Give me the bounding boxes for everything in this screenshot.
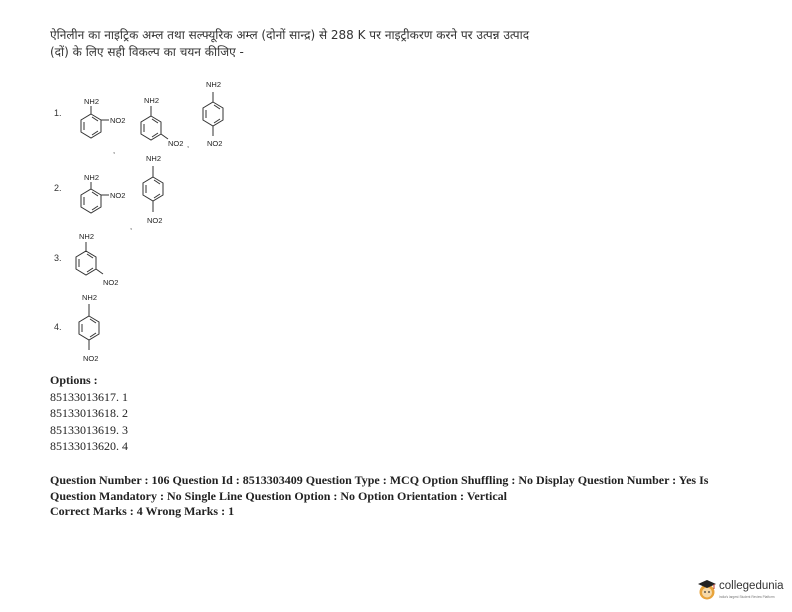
nitro-label: NO2 — [207, 139, 223, 148]
logo-tagline: India's largest Student Review Platform — [719, 595, 775, 599]
option-id-2: 85133013618. 2 — [50, 406, 128, 420]
nitro-label: NO2 — [168, 139, 184, 148]
amino-label: NH2 — [146, 154, 162, 163]
options-title: Options : — [50, 373, 98, 387]
amino-label: NH2 — [144, 96, 160, 105]
logo-name: collegedunia — [719, 580, 784, 592]
meta-line-2: Question Mandatory : No Single Line Question Option : No Option Orientation : Vertical — [50, 488, 508, 503]
amino-label: NH2 — [84, 97, 100, 106]
question-line-1: ऐनिलीन का नाइट्रिक अम्ल तथा सल्फ्यूरिक अम्ल (दोनों सान्द्र) से 288 K पर नाइट्रीकरण करने पर उत्पन्न उत्पाद — [50, 28, 530, 42]
nitro-label: NO2 — [147, 216, 163, 225]
answer-option-2-number: 2. — [54, 183, 62, 193]
answer-option-1-number: 1. — [54, 108, 62, 118]
meta-line-3: Correct Marks : 4 Wrong Marks : 1 — [50, 504, 235, 518]
option-4-para-nitroaniline — [79, 293, 99, 363]
amino-label: NH2 — [206, 80, 222, 89]
option-2-separator: , — [130, 222, 133, 231]
option-1-meta-nitroaniline — [141, 96, 183, 148]
option-1-para-nitroaniline — [203, 80, 223, 148]
question-line-2: (दों) के लिए सही विकल्प का चयन कीजिए - — [50, 45, 244, 59]
option-2-para-nitroaniline — [143, 154, 163, 225]
amino-label: NH2 — [84, 173, 100, 182]
amino-label: NH2 — [82, 293, 98, 302]
amino-label: NH2 — [79, 232, 95, 241]
meta-line-1: Question Number : 106 Question Id : 8513303409 Question Type : MCQ Option Shuffling : No Display Question Number : Yes Is — [50, 473, 709, 487]
nitro-label: NO2 — [110, 116, 126, 125]
option-2-ortho-nitroaniline — [81, 173, 125, 213]
nitro-label: NO2 — [83, 354, 99, 363]
option-id-4: 85133013620. 4 — [50, 439, 128, 453]
option-3-meta-nitroaniline — [76, 232, 118, 287]
nitro-label: NO2 — [110, 191, 126, 200]
answer-option-3-number: 3. — [54, 253, 62, 263]
question-meta — [50, 473, 750, 520]
answer-option-4-number: 4. — [54, 322, 62, 332]
option-1-separator: , — [113, 146, 116, 155]
nitro-label: NO2 — [103, 278, 119, 287]
graduate-icon — [697, 579, 717, 601]
option-id-3: 85133013619. 3 — [50, 422, 128, 437]
option-1-ortho-nitroaniline — [81, 97, 125, 138]
option-1-separator: , — [187, 140, 190, 149]
options-list — [50, 372, 128, 455]
option-id-1: 85133013617. 1 — [50, 389, 128, 404]
collegedunia-logo — [697, 577, 789, 607]
